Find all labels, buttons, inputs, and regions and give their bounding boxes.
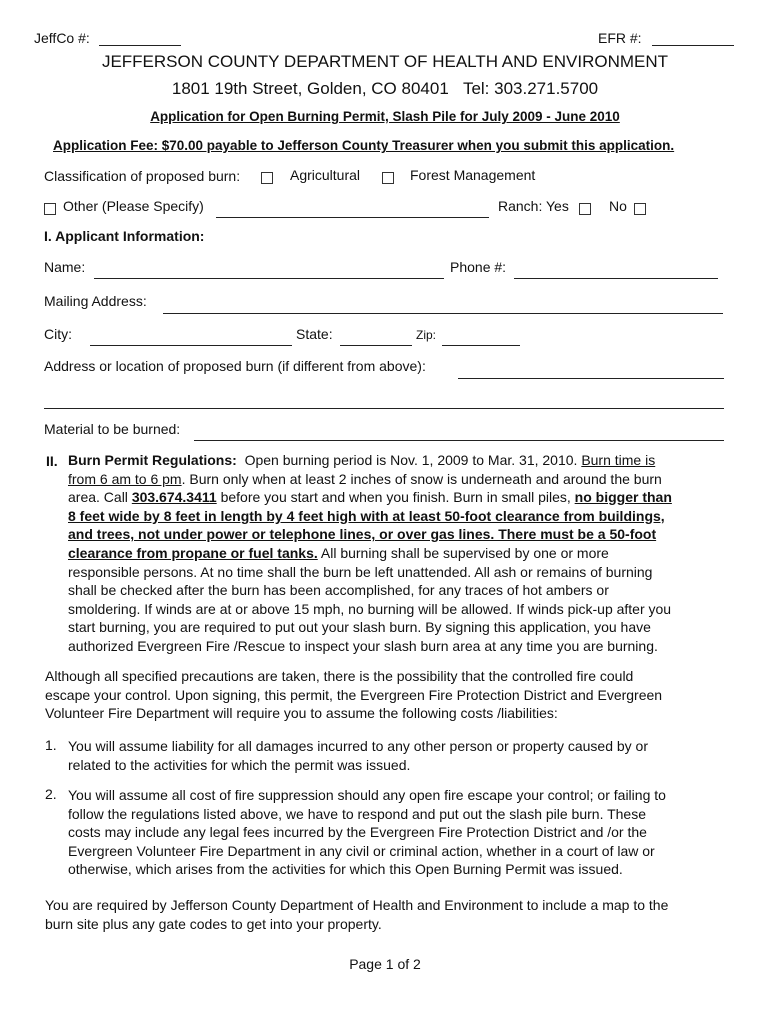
forest-management-label: Forest Management bbox=[410, 167, 536, 183]
other-checkbox[interactable] bbox=[44, 203, 56, 215]
liability-paragraph bbox=[45, 667, 745, 723]
zip-field[interactable] bbox=[442, 345, 520, 346]
liability-line-3: Volunteer Fire Department will require you to assume the following costs /liabilities: bbox=[45, 705, 558, 722]
jeffco-label: JeffCo #: bbox=[34, 30, 90, 46]
liability-item-2 bbox=[68, 786, 748, 879]
liability-item-1 bbox=[68, 737, 748, 774]
call-instruction-text: before you start and when you finish. Burn in small piles, bbox=[220, 489, 571, 506]
forest-management-checkbox[interactable] bbox=[382, 172, 394, 184]
state-label: State: bbox=[296, 326, 333, 342]
ranch-yes-label: Ranch: Yes bbox=[498, 198, 569, 214]
address-text: 1801 19th Street, Golden, CO 80401 bbox=[171, 79, 449, 98]
regulations-line-9: smoldering. If winds are at or above 15 mph, no burning will be allowed. If winds pick-up after you bbox=[68, 600, 672, 617]
item-2-line-5: otherwise, which arises from the activities for which this Open Burning Permit was issued. bbox=[68, 861, 623, 878]
map-requirement-paragraph bbox=[45, 896, 745, 933]
regulations-line-6 bbox=[68, 544, 738, 563]
item-2-line-2: follow the regulations listed above, we have to respond and put out the slash pile burn. These bbox=[68, 805, 647, 822]
agricultural-label: Agricultural bbox=[290, 167, 361, 183]
map-line-2: burn site plus any gate codes to get into your property. bbox=[45, 915, 382, 932]
liability-line-2: escape your control. Upon signing, this permit, the Evergreen Fire Protection District and Evergreen bbox=[45, 686, 663, 703]
regulations-line-3 bbox=[68, 488, 738, 507]
ranch-no-checkbox[interactable] bbox=[634, 203, 646, 215]
regulations-line-7: responsible persons. At no time shall the burn be left unattended. All ash or remains of burning bbox=[68, 563, 653, 580]
burn-hours-text: from 6 am to 6 pm bbox=[68, 470, 182, 487]
burn-location-field[interactable] bbox=[458, 378, 724, 379]
burn-location-field-line-2[interactable] bbox=[44, 408, 724, 409]
ranch-yes-checkbox[interactable] bbox=[579, 203, 591, 215]
department-name: JEFFERSON COUNTY DEPARTMENT OF HEALTH AND ENVIRONMENT bbox=[101, 52, 669, 71]
item-2-line-3: costs may include any legal fees incurred by the Evergreen Fire Protection District and /or the bbox=[68, 824, 647, 841]
agricultural-checkbox[interactable] bbox=[261, 172, 273, 184]
phone-label: Phone #: bbox=[450, 259, 507, 275]
ranch-no-label: No bbox=[609, 198, 627, 214]
state-field[interactable] bbox=[340, 345, 412, 346]
regulations-paragraph bbox=[68, 451, 738, 656]
fire-phone-number: 303.674.3411 bbox=[131, 489, 217, 506]
clearance-text: clearance from propane or fuel tanks. bbox=[68, 544, 318, 561]
regulations-heading: Burn Permit Regulations: bbox=[68, 452, 237, 468]
jeffco-number-field[interactable] bbox=[99, 45, 181, 46]
material-field[interactable] bbox=[194, 440, 724, 441]
regulations-line-4: 8 feet wide by 8 feet in length by 4 feet high with at least 50-foot clearance from buildings, bbox=[68, 507, 665, 524]
burn-location-label: Address or location of proposed burn (if different from above): bbox=[44, 358, 426, 374]
regulations-line-8: shall be checked after the burn has been accomplished, for any traces of hot ambers or bbox=[68, 582, 609, 599]
item-2-number: 2. bbox=[45, 786, 57, 802]
mailing-address-field[interactable] bbox=[163, 313, 723, 314]
city-label: City: bbox=[44, 326, 72, 342]
map-line-1: You are required by Jefferson County Department of Health and Environment to include a map to the bbox=[45, 897, 669, 913]
regulations-line-2 bbox=[68, 470, 738, 489]
application-fee: Application Fee: $70.00 payable to Jefferson County Treasurer when you submit this application. bbox=[53, 138, 675, 153]
city-field[interactable] bbox=[90, 345, 292, 346]
name-label: Name: bbox=[44, 259, 86, 275]
telephone-text: Tel: 303.271.5700 bbox=[462, 79, 599, 98]
applicant-info-heading: I. Applicant Information: bbox=[44, 228, 205, 244]
regulations-line-10: start burning, you are required to put out your slash burn. By signing this application, you have bbox=[68, 619, 651, 636]
classification-label: Classification of proposed burn: bbox=[44, 168, 241, 184]
material-label: Material to be burned: bbox=[44, 421, 181, 437]
phone-field[interactable] bbox=[514, 278, 718, 279]
item-1-number: 1. bbox=[45, 737, 57, 753]
burn-period-text: Open burning period is Nov. 1, 2009 to Mar. 31, 2010. bbox=[244, 452, 578, 468]
item-1-line-2: related to the activities for which the permit was issued. bbox=[68, 756, 411, 773]
department-address bbox=[0, 79, 770, 99]
liability-line-1: Although all specified precautions are taken, there is the possibility that the controlled fire could bbox=[45, 668, 634, 684]
regulations-number: II. bbox=[46, 453, 58, 469]
other-specify-field[interactable] bbox=[216, 217, 489, 218]
burn-time-text: Burn time is bbox=[581, 452, 656, 468]
item-2-line-1: You will assume all cost of fire suppression should any open fire escape your control; or failing to bbox=[68, 787, 666, 803]
page-number: Page 1 of 2 bbox=[349, 956, 421, 972]
snow-requirement-text: . Burn only when at least 2 inches of snow is underneath and around the burn bbox=[181, 470, 662, 487]
efr-number-field[interactable] bbox=[652, 45, 734, 46]
application-title: Application for Open Burning Permit, Slash Pile for July 2009 - June 2010 bbox=[150, 109, 620, 124]
zip-label: Zip: bbox=[416, 328, 437, 342]
supervision-text: All burning shall be supervised by one or more bbox=[320, 544, 609, 561]
other-label: Other (Please Specify) bbox=[63, 198, 204, 214]
call-text: area. Call bbox=[68, 489, 128, 506]
size-limit-text: no bigger than bbox=[574, 489, 672, 506]
regulations-line-1 bbox=[68, 451, 738, 470]
mailing-address-label: Mailing Address: bbox=[44, 293, 147, 309]
item-1-line-1: You will assume liability for all damages incurred to any other person or property caused by or bbox=[68, 738, 649, 754]
regulations-line-11: authorized Evergreen Fire /Rescue to inspect your slash burn area at any time you are burning. bbox=[68, 637, 658, 654]
efr-label: EFR #: bbox=[598, 30, 642, 46]
regulations-line-5: and trees, not under power or telephone lines, or over gas lines. There must be a 50-foot bbox=[68, 526, 657, 543]
item-2-line-4: Evergreen Volunteer Fire Department in any civil or criminal action, whether in a court of law or bbox=[68, 842, 655, 859]
name-field[interactable] bbox=[94, 278, 444, 279]
